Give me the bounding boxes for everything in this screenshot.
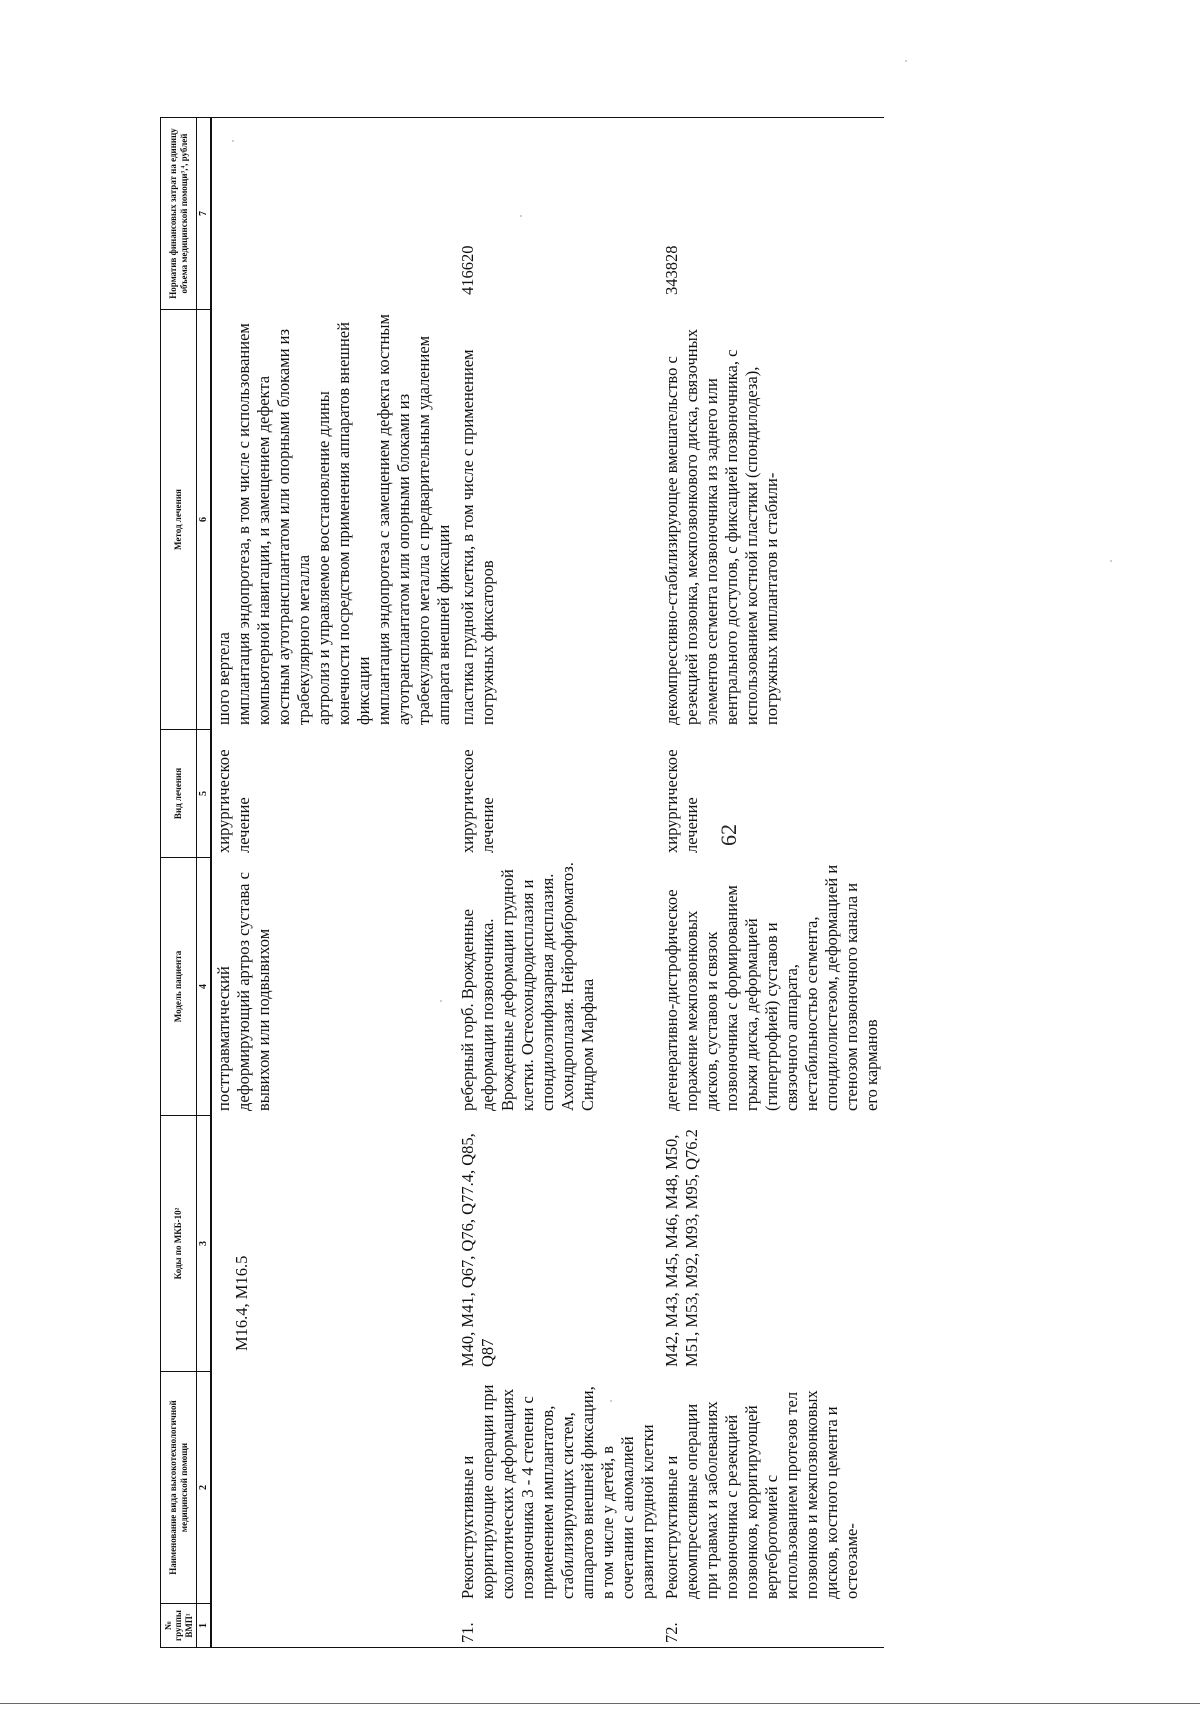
row-icd-codes: M16.4, M16.5 <box>232 1255 252 1351</box>
header-row <box>161 118 197 1648</box>
row-patient-model: дегенеративно-дистрофическое поражение межпозвонковых дисков, суставов и связок позвоночника с формированием грыжи диска, деформацией (гипертрофией) суставов и связочного аппарата, нестабильностью сегмента, спондилолистезом, деформацией и стенозом позвоночного канала и его карманов <box>662 864 882 1111</box>
header-treatment-method: Метод лечения <box>161 310 197 730</box>
vmp-table <box>160 117 884 1648</box>
table-row <box>660 118 884 1648</box>
row-treatment-type: хирургическое лечение <box>662 749 702 853</box>
column-number-row <box>197 118 212 1648</box>
row-treatment-type: хирургическое лечение <box>458 749 498 853</box>
column-number: 1 <box>197 1604 212 1648</box>
row-cost-norm <box>211 118 456 310</box>
scan-speck <box>905 60 907 62</box>
table-row <box>211 118 456 1648</box>
row-treatment-type: хирургическое лечение <box>214 749 254 853</box>
row-vmp-name: Реконструктивные и декомпрессивные операции при травмах и заболеваниях позвоночника с резекцией позвонков, корригирующей вертебротомией с использованием протезов тел позвонков и межпозвонковых дисков, костного цемента и остеозаме- <box>662 1390 862 1599</box>
row-vmp-name: Реконструктивные и корригирующие операции при сколиотических деформациях позвоночника 3 - 4 степени с применением имплантатов, стабилизирующих систем, аппаратов внешней фиксации, в том числе у детей, в сочетании с аномалией развития грудной клетки <box>458 1384 658 1599</box>
row-treatment-method: шого вертела имплантация эндопротеза, в том числе с использованием компьютерной навигации, и замещением дефекта костным аутотрансплантатом или опорными блоками из трабекулярного металла артролиз и управляемое восстановление длины конечности посредством применения аппаратов внешней фиксации имплантация эндопротеза с замещением дефекта костным аутотрансплантатом или опорными блоками из трабекулярного металла с предварительным удалением аппарата внешней фиксации <box>214 314 454 725</box>
column-number: 2 <box>197 1372 212 1604</box>
row-icd-codes: M42, M43, M45, M46, M48, M50, M51, M53, M92, M93, M95, Q76.2 <box>662 1129 702 1367</box>
header-treatment-type: Вид лечения <box>161 730 197 858</box>
column-number: 3 <box>197 1116 212 1372</box>
column-number: 7 <box>197 118 212 310</box>
row-icd-codes: M40, M41, Q67, Q76, Q77.4, Q85, Q87 <box>458 1133 498 1367</box>
row-vmp-name <box>211 1372 456 1604</box>
header-vmp-name: Наименование вида высокотехнологичной медицинской помощи <box>161 1372 197 1604</box>
row-group-number <box>211 1604 456 1648</box>
row-patient-model: реберный горб. Врожденные деформации позвоночника. Врожденные деформации грудной клетки. Остеохондродисплазия и спондилоэпифизарная дисплазия. Ахондроплазия. Нейрофиброматоз. Синдром Марфана <box>458 862 598 1111</box>
header-icd-codes: Коды по МКБ-10² <box>161 1116 197 1372</box>
column-number: 4 <box>197 858 212 1116</box>
row-treatment-method: декомпрессивно-стабилизирующее вмешательство с резекцией позвонка, межпозвонкового диска, связочных элементов сегмента позвоночника из заднего или вентрального доступов, с фиксацией позвоночника, с использованием костной пластики (спондилодеза), погружных имплантатов и стабили- <box>662 329 782 725</box>
header-group-number: № группы ВМП¹ <box>161 1604 197 1648</box>
table-row <box>456 118 660 1648</box>
row-group-number: 71. <box>456 1604 660 1648</box>
page-number: 62 <box>716 824 741 846</box>
row-cost-norm: 416620 <box>456 118 660 310</box>
column-number: 5 <box>197 730 212 858</box>
scan-edge-line <box>0 1703 1200 1704</box>
row-cost-norm: 343828 <box>660 118 884 310</box>
column-number: 6 <box>197 310 212 730</box>
rotated-table-block <box>160 118 1190 1648</box>
header-patient-model: Модель пациента <box>161 858 197 1116</box>
row-group-number: 72. <box>660 1604 884 1648</box>
row-treatment-method: пластика грудной клетки, в том числе с применением погружных фиксаторов <box>458 349 498 725</box>
row-patient-model: посттравматический деформирующий артроз сустава с вывихом или подвывихом <box>214 872 274 1111</box>
header-cost-norm: Норматив финансовых затрат на единицу объема медицинской помощи³,⁴, рублей <box>161 118 197 310</box>
